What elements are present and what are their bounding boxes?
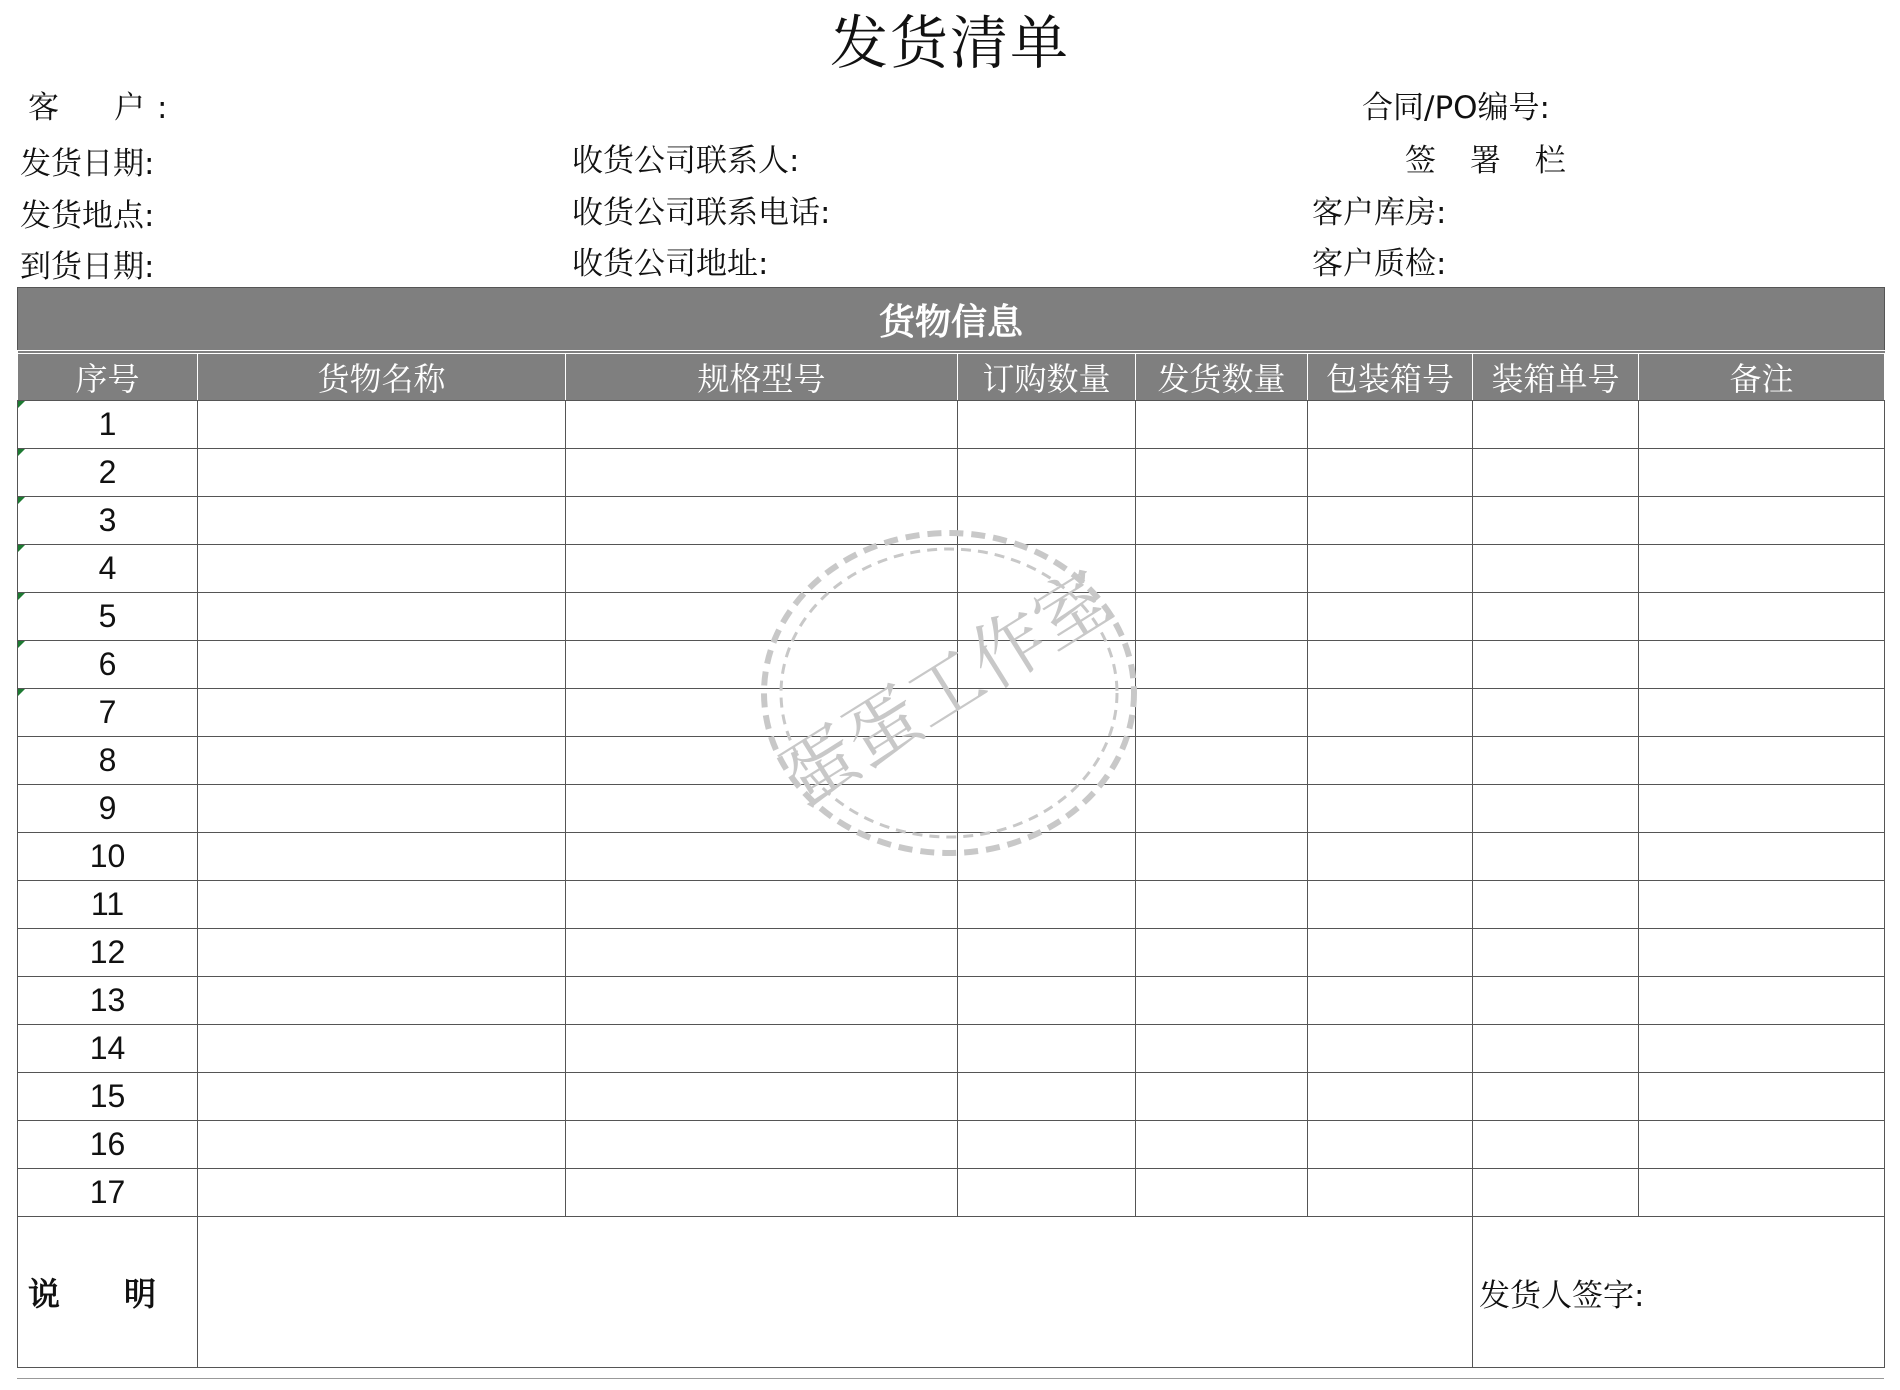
table-row bbox=[18, 689, 1885, 737]
table-cell[interactable] bbox=[1639, 785, 1885, 833]
column-header: 货物名称 bbox=[198, 352, 566, 401]
receiver-address-label: 收货公司地址: bbox=[572, 246, 769, 282]
row-number: 9 bbox=[18, 785, 198, 833]
ship-location-label: 发货地点: bbox=[20, 198, 155, 234]
table-cell[interactable] bbox=[1308, 1121, 1473, 1169]
table-cell[interactable] bbox=[1308, 401, 1473, 449]
table-row bbox=[18, 881, 1885, 929]
notes-label-cell bbox=[18, 1217, 198, 1368]
table-cell[interactable] bbox=[566, 641, 958, 689]
row-number: 13 bbox=[18, 977, 198, 1025]
table-cell[interactable] bbox=[198, 497, 566, 545]
table-cell[interactable] bbox=[1308, 641, 1473, 689]
table-cell[interactable] bbox=[1308, 929, 1473, 977]
table-cell[interactable] bbox=[1639, 449, 1885, 497]
table-cell[interactable] bbox=[1473, 881, 1639, 929]
table-cell[interactable] bbox=[1473, 593, 1639, 641]
goods-info-header: 货物信息 bbox=[18, 288, 1885, 353]
table-cell[interactable] bbox=[1308, 833, 1473, 881]
table-cell[interactable] bbox=[958, 929, 1136, 977]
table-cell[interactable] bbox=[958, 1121, 1136, 1169]
table-cell[interactable] bbox=[958, 1025, 1136, 1073]
table-cell[interactable] bbox=[198, 449, 566, 497]
goods-table bbox=[17, 287, 1885, 1368]
table-cell[interactable] bbox=[1473, 401, 1639, 449]
table-cell[interactable] bbox=[1639, 641, 1885, 689]
notes-content-cell[interactable] bbox=[198, 1217, 1473, 1368]
table-cell[interactable] bbox=[1136, 401, 1308, 449]
table-row bbox=[18, 1121, 1885, 1169]
table-cell[interactable] bbox=[1308, 1169, 1473, 1217]
table-cell[interactable] bbox=[958, 545, 1136, 593]
table-cell[interactable] bbox=[1136, 1073, 1308, 1121]
table-cell[interactable] bbox=[1473, 977, 1639, 1025]
row-number: 16 bbox=[18, 1121, 198, 1169]
ship-date-label: 发货日期: bbox=[20, 146, 155, 182]
table-cell[interactable] bbox=[198, 641, 566, 689]
table-cell[interactable] bbox=[1473, 1073, 1639, 1121]
customer-warehouse-label: 客户库房: bbox=[1312, 195, 1447, 231]
table-cell[interactable] bbox=[566, 1121, 958, 1169]
table-cell[interactable] bbox=[958, 497, 1136, 545]
table-row bbox=[18, 785, 1885, 833]
table-cell[interactable] bbox=[566, 1073, 958, 1121]
table-cell[interactable] bbox=[1639, 833, 1885, 881]
shipper-signature-cell[interactable] bbox=[1473, 1217, 1885, 1368]
table-cell[interactable] bbox=[958, 449, 1136, 497]
table-cell[interactable] bbox=[1136, 689, 1308, 737]
table-cell[interactable] bbox=[1639, 497, 1885, 545]
table-cell[interactable] bbox=[1136, 449, 1308, 497]
table-cell[interactable] bbox=[1136, 1121, 1308, 1169]
table-cell[interactable] bbox=[958, 1073, 1136, 1121]
table-cell[interactable] bbox=[566, 449, 958, 497]
row-number: 10 bbox=[18, 833, 198, 881]
table-row bbox=[18, 401, 1885, 449]
column-header: 装箱单号 bbox=[1473, 352, 1639, 401]
table-cell[interactable] bbox=[1136, 1025, 1308, 1073]
table-cell[interactable] bbox=[958, 1169, 1136, 1217]
table-cell[interactable] bbox=[566, 737, 958, 785]
row-number: 8 bbox=[18, 737, 198, 785]
table-cell[interactable] bbox=[1308, 449, 1473, 497]
table-cell[interactable] bbox=[1136, 833, 1308, 881]
table-cell[interactable] bbox=[198, 1025, 566, 1073]
table-cell[interactable] bbox=[1473, 641, 1639, 689]
table-row bbox=[18, 449, 1885, 497]
table-cell[interactable] bbox=[1308, 545, 1473, 593]
table-cell[interactable] bbox=[198, 929, 566, 977]
table-cell[interactable] bbox=[958, 401, 1136, 449]
table-cell[interactable] bbox=[198, 1073, 566, 1121]
column-header: 备注 bbox=[1639, 352, 1885, 401]
table-cell[interactable] bbox=[1639, 881, 1885, 929]
table-cell[interactable] bbox=[958, 881, 1136, 929]
table-cell[interactable] bbox=[1136, 785, 1308, 833]
table-row bbox=[18, 1025, 1885, 1073]
table-cell[interactable] bbox=[1639, 1169, 1885, 1217]
table-cell[interactable] bbox=[198, 737, 566, 785]
customer-label: 客 户: bbox=[28, 90, 180, 126]
bottom-border bbox=[17, 1378, 1884, 1379]
table-cell[interactable] bbox=[566, 1025, 958, 1073]
table-cell[interactable] bbox=[1308, 737, 1473, 785]
table-cell[interactable] bbox=[958, 689, 1136, 737]
column-header: 订购数量 bbox=[958, 352, 1136, 401]
table-cell[interactable] bbox=[1639, 1121, 1885, 1169]
table-cell[interactable] bbox=[1639, 977, 1885, 1025]
table-cell[interactable] bbox=[566, 977, 958, 1025]
table-cell[interactable] bbox=[958, 977, 1136, 1025]
row-number: 11 bbox=[18, 881, 198, 929]
table-row bbox=[18, 737, 1885, 785]
table-cell[interactable] bbox=[1308, 881, 1473, 929]
table-cell[interactable] bbox=[1136, 737, 1308, 785]
table-row bbox=[18, 545, 1885, 593]
table-cell[interactable] bbox=[198, 593, 566, 641]
table-cell[interactable] bbox=[566, 833, 958, 881]
table-cell[interactable] bbox=[1136, 641, 1308, 689]
table-cell[interactable] bbox=[566, 881, 958, 929]
row-number: 15 bbox=[18, 1073, 198, 1121]
row-number: 2 bbox=[18, 449, 198, 497]
table-cell[interactable] bbox=[1639, 401, 1885, 449]
table-cell[interactable] bbox=[1639, 545, 1885, 593]
table-cell[interactable] bbox=[566, 689, 958, 737]
table-cell[interactable] bbox=[566, 545, 958, 593]
table-row bbox=[18, 593, 1885, 641]
table-cell[interactable] bbox=[958, 641, 1136, 689]
row-number: 1 bbox=[18, 401, 198, 449]
row-number: 17 bbox=[18, 1169, 198, 1217]
table-cell[interactable] bbox=[198, 1121, 566, 1169]
signature-section-label: 签 署 栏 bbox=[1405, 143, 1578, 179]
table-cell[interactable] bbox=[198, 545, 566, 593]
notes-row bbox=[18, 1217, 1885, 1368]
table-cell[interactable] bbox=[1136, 929, 1308, 977]
table-cell[interactable] bbox=[1639, 929, 1885, 977]
table-row bbox=[18, 833, 1885, 881]
table-cell[interactable] bbox=[1639, 1073, 1885, 1121]
table-cell[interactable] bbox=[1473, 449, 1639, 497]
table-cell[interactable] bbox=[1136, 977, 1308, 1025]
table-cell[interactable] bbox=[1308, 977, 1473, 1025]
column-header: 序号 bbox=[18, 352, 198, 401]
table-cell[interactable] bbox=[1473, 545, 1639, 593]
table-cell[interactable] bbox=[1473, 1121, 1639, 1169]
table-row bbox=[18, 641, 1885, 689]
table-cell[interactable] bbox=[1473, 689, 1639, 737]
contract-po-label: 合同/PO编号: bbox=[1362, 90, 1550, 126]
table-cell[interactable] bbox=[1308, 497, 1473, 545]
column-header: 发货数量 bbox=[1136, 352, 1308, 401]
column-header-row bbox=[18, 352, 1885, 401]
row-number: 12 bbox=[18, 929, 198, 977]
table-cell[interactable] bbox=[198, 1169, 566, 1217]
customer-qc-label: 客户质检: bbox=[1312, 246, 1447, 282]
table-cell[interactable] bbox=[198, 689, 566, 737]
table-row bbox=[18, 497, 1885, 545]
table-cell[interactable] bbox=[1473, 929, 1639, 977]
table-cell[interactable] bbox=[1308, 689, 1473, 737]
row-number: 14 bbox=[18, 1025, 198, 1073]
table-row bbox=[18, 1073, 1885, 1121]
row-number: 4 bbox=[18, 545, 198, 593]
table-cell[interactable] bbox=[1639, 593, 1885, 641]
table-row bbox=[18, 929, 1885, 977]
table-cell[interactable] bbox=[958, 737, 1136, 785]
table-cell[interactable] bbox=[1473, 833, 1639, 881]
table-cell[interactable] bbox=[198, 401, 566, 449]
table-cell[interactable] bbox=[1473, 785, 1639, 833]
column-header: 包装箱号 bbox=[1308, 352, 1473, 401]
table-cell[interactable] bbox=[198, 785, 566, 833]
receiver-contact-label: 收货公司联系人: bbox=[572, 143, 800, 179]
table-cell[interactable] bbox=[198, 881, 566, 929]
table-cell[interactable] bbox=[1136, 593, 1308, 641]
page-title: 发货清单 bbox=[829, 9, 1070, 77]
column-header: 规格型号 bbox=[566, 352, 958, 401]
table-cell[interactable] bbox=[1473, 737, 1639, 785]
notes-label: 说 明 bbox=[28, 1275, 157, 1313]
table-cell[interactable] bbox=[198, 977, 566, 1025]
table-cell[interactable] bbox=[958, 785, 1136, 833]
table-cell[interactable] bbox=[1473, 1025, 1639, 1073]
table-cell[interactable] bbox=[1136, 545, 1308, 593]
table-cell[interactable] bbox=[958, 833, 1136, 881]
table-cell[interactable] bbox=[1639, 1025, 1885, 1073]
receiver-phone-label: 收货公司联系电话: bbox=[572, 195, 831, 231]
table-cell[interactable] bbox=[958, 593, 1136, 641]
row-number: 5 bbox=[18, 593, 198, 641]
table-cell[interactable] bbox=[1308, 1025, 1473, 1073]
arrival-date-label: 到货日期: bbox=[20, 249, 155, 285]
shipper-signature-label: 发货人签字: bbox=[1479, 1277, 1645, 1314]
watermark-text: 蛋蛋工作室 bbox=[766, 554, 1127, 824]
table-cell[interactable] bbox=[1308, 593, 1473, 641]
table-cell[interactable] bbox=[198, 833, 566, 881]
table-cell[interactable] bbox=[566, 401, 958, 449]
table-cell[interactable] bbox=[566, 1169, 958, 1217]
table-cell[interactable] bbox=[1639, 689, 1885, 737]
table-cell[interactable] bbox=[1136, 881, 1308, 929]
table-cell[interactable] bbox=[566, 929, 958, 977]
row-number: 3 bbox=[18, 497, 198, 545]
table-cell[interactable] bbox=[566, 593, 958, 641]
table-cell[interactable] bbox=[1473, 497, 1639, 545]
table-cell[interactable] bbox=[1639, 737, 1885, 785]
table-cell[interactable] bbox=[1308, 1073, 1473, 1121]
table-cell[interactable] bbox=[566, 497, 958, 545]
row-number: 7 bbox=[18, 689, 198, 737]
table-cell[interactable] bbox=[1136, 497, 1308, 545]
table-cell[interactable] bbox=[566, 785, 958, 833]
table-cell[interactable] bbox=[1473, 1169, 1639, 1217]
table-row bbox=[18, 977, 1885, 1025]
table-cell[interactable] bbox=[1136, 1169, 1308, 1217]
row-number: 6 bbox=[18, 641, 198, 689]
table-cell[interactable] bbox=[1308, 785, 1473, 833]
table-row bbox=[18, 1169, 1885, 1217]
